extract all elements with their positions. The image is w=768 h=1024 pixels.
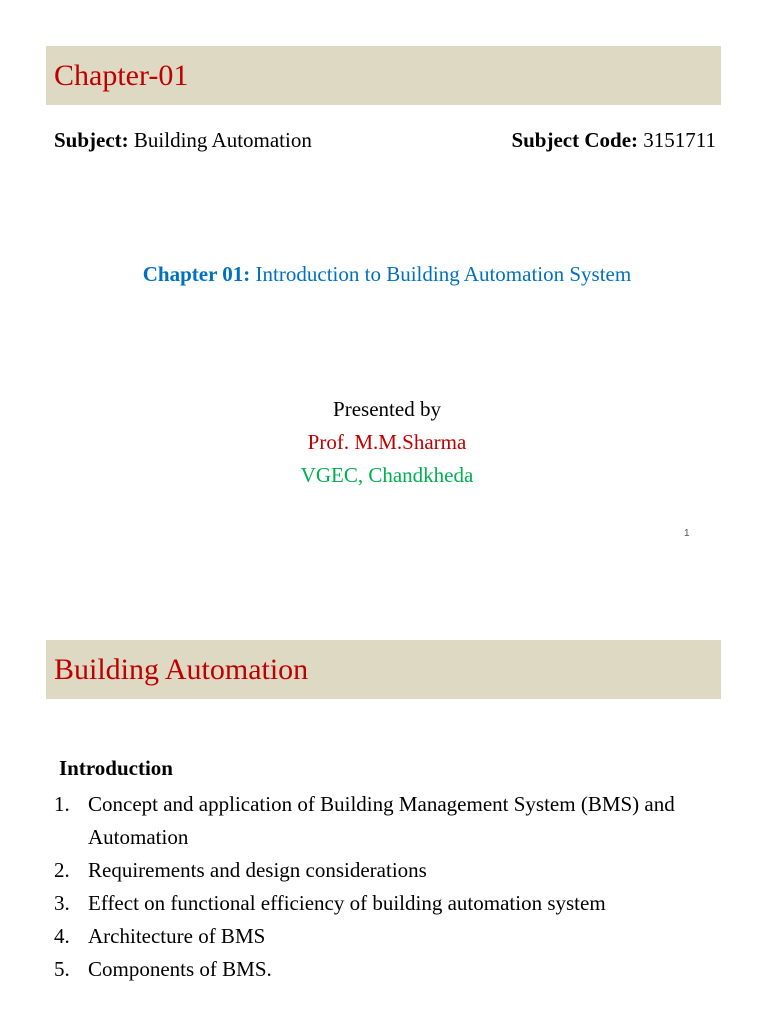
section-heading: Introduction <box>59 756 173 780</box>
presenter-name: Prof. M.M.Sharma <box>307 430 467 454</box>
list-text: Requirements and design considerations <box>88 858 427 882</box>
subject-info <box>54 127 312 153</box>
presented-by: Presented by <box>333 397 441 421</box>
list-item <box>54 887 724 920</box>
slide2-title-bar <box>46 640 721 699</box>
list-number: 5. <box>54 957 70 981</box>
subject-code-label: Subject Code: <box>511 128 639 152</box>
topic-list <box>54 788 724 986</box>
slide2-title: Building Automation <box>54 652 309 686</box>
subject-row <box>54 127 716 153</box>
list-item <box>54 854 724 887</box>
slide1-title: Chapter-01 <box>54 58 189 92</box>
list-number: 2. <box>54 858 70 882</box>
list-text: Components of BMS. <box>88 957 272 981</box>
slide1-title-bar <box>46 46 721 105</box>
list-number: 4. <box>54 924 70 948</box>
subject-label: Subject: <box>54 128 129 152</box>
list-item <box>54 920 724 953</box>
subject-value: Building Automation <box>128 128 312 152</box>
list-text: Concept and application of Building Management System (BMS) and Automation <box>88 792 675 849</box>
list-number: 3. <box>54 891 70 915</box>
page-number: 1 <box>684 528 690 539</box>
list-text: Architecture of BMS <box>88 924 266 948</box>
list-item <box>54 788 724 854</box>
subject-code-value: 3151711 <box>638 128 716 152</box>
list-item <box>54 953 724 986</box>
list-number: 1. <box>54 792 70 816</box>
institute-name: VGEC, Chandkheda <box>300 463 474 487</box>
subject-code-info <box>511 127 716 153</box>
chapter-heading <box>0 261 768 287</box>
chapter-label: Chapter 01: <box>142 262 251 286</box>
chapter-title: Introduction to Building Automation System <box>250 262 632 286</box>
list-text: Effect on functional efficiency of building automation system <box>88 891 606 915</box>
